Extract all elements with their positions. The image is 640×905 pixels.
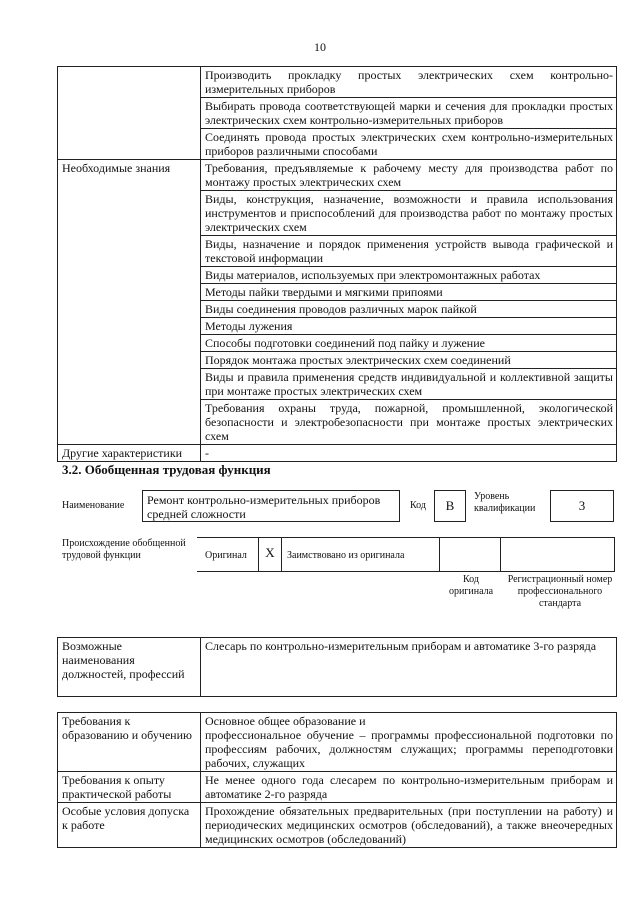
requirements-table (57, 712, 617, 848)
row-label: Требования к образованию и обучению (58, 713, 201, 772)
code-label: Код (410, 500, 426, 511)
row-value: Выбирать провода соответствующей марки и сечения для прокладки простых электрических схем контрольно-измерительных приборов (201, 98, 617, 129)
row-value: Производить прокладку простых электрических схем контрольно-измерительных приборов (201, 67, 617, 98)
row-value: Требования охраны труда, пожарной, промышленной, экологической безопасности и электробезопасности при монтаже простых электрических схем (201, 400, 617, 445)
row-value: Способы подготовки соединений под пайку и лужение (201, 335, 617, 352)
name-value-box (142, 490, 400, 522)
origin-label: Происхождение обобщенной трудовой функции (62, 538, 186, 561)
row-value: Основное общее образование и профессиональное обучение – программы профессиональной подготовки по профессиям рабочих, должностям служащих; программы переподготовки рабочих, служащих (201, 713, 617, 772)
row-value: Не менее одного года слесарем по контрольно-измерительным приборам и автоматике 2-го разряда (201, 772, 617, 803)
row-label: Требования к опыту практической работы (58, 772, 201, 803)
row-value: Виды и правила применения средств индивидуальной и коллективной защиты при монтаже простых электрических схем (201, 369, 617, 400)
code-value-box (434, 490, 466, 522)
name-label: Наименование (62, 500, 125, 511)
table-row (58, 160, 617, 191)
row-value: Требования, предъявляемые к рабочему месту для производства работ по монтажу простых электрических схем (201, 160, 617, 191)
row-label (58, 67, 201, 160)
row-value: Виды материалов, используемых при электромонтажных работах (201, 267, 617, 284)
row-value: Прохождение обязательных предварительных (при поступлении на работу) и периодических медицинских осмотров (обследований), а также внеочередных медицинских осмотров (обследований) (201, 803, 617, 848)
level-value: 3 (578, 498, 586, 513)
positions-table (57, 637, 617, 697)
row-label: Особые условия допуска к работе (58, 803, 201, 848)
table-row (58, 772, 617, 803)
section-title: 3.2. Обобщенная трудовая функция (62, 462, 271, 477)
table-row (58, 803, 617, 848)
origin-row (197, 537, 615, 572)
skills-knowledge-table (57, 66, 617, 462)
row-value: Методы пайки твердыми и мягкими припоями (201, 284, 617, 301)
row-value: Порядок монтажа простых электрических схем соединений (201, 352, 617, 369)
table-row (58, 638, 617, 697)
row-value: Виды, конструкция, назначение, возможности и правила использования инструментов и приспособлений для производства работ по монтажу простых электрических схем (201, 191, 617, 236)
reg-caption: Регистрационный номер профессионального стандарта (507, 574, 613, 609)
origin-divider (439, 538, 440, 571)
row-value: Методы лужения (201, 318, 617, 335)
name-value: Ремонт контрольно-измерительных приборов средней сложности (147, 493, 381, 521)
positions-label: Возможные наименования должностей, профессий (58, 638, 201, 697)
page-number: 10 (314, 40, 326, 54)
table-row (58, 445, 617, 462)
row-label: Другие характеристики (58, 445, 201, 462)
positions-value: Слесарь по контрольно-измерительным приборам и автоматике 3-го разряда (201, 638, 617, 697)
code-caption: Код оригинала (448, 574, 494, 597)
row-value: Виды, назначение и порядок применения устройств вывода графической и текстовой информации (201, 236, 617, 267)
table-row (58, 67, 617, 98)
row-label: Необходимые знания (58, 160, 201, 445)
row-value: Соединять провода простых электрических схем контрольно-измерительных приборов различными способами (201, 129, 617, 160)
borrowed-label: Заимствовано из оригинала (287, 550, 405, 561)
original-label: Оригинал (205, 550, 247, 561)
row-value: Виды соединения проводов различных марок пайкой (201, 301, 617, 318)
row-value: - (201, 445, 617, 462)
original-mark: X (258, 538, 282, 571)
table-row (58, 713, 617, 772)
level-value-box (550, 490, 614, 522)
origin-divider (500, 538, 501, 571)
level-label: Уровень квалификации (474, 491, 536, 514)
code-value: B (445, 498, 455, 513)
